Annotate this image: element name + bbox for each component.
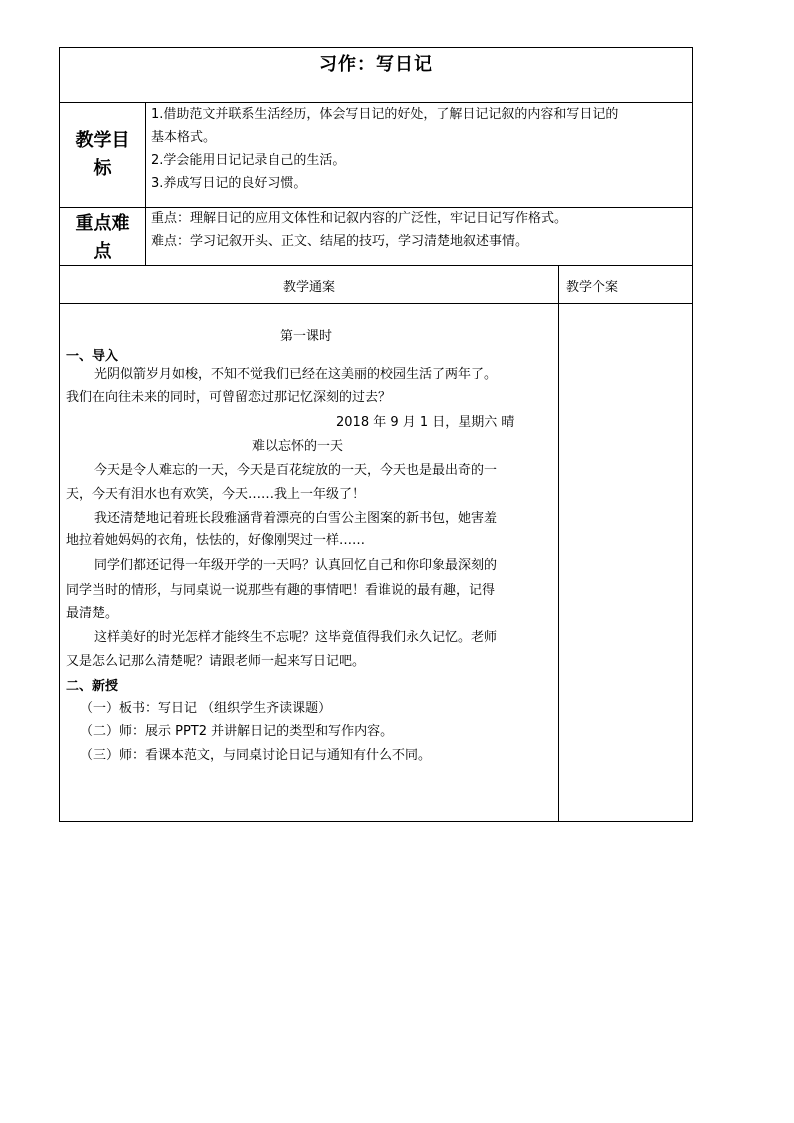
row-divider [59, 265, 693, 266]
column-divider [145, 102, 146, 266]
step-line: （三）师：看课本范文，与同桌讨论日记与通知有什么不同。 [80, 748, 432, 763]
paragraph-line: 地拉着她妈妈的衣角，怯怯的，好像刚哭过一样…… [66, 533, 366, 548]
paragraph-line: 我还清楚地记着班长段雅涵背着漂亮的白雪公主图案的新书包，她害羞 [94, 511, 498, 526]
keypoints-label: 重点难 点 [75, 213, 130, 262]
paragraph-line: 我们在向往未来的同时，可曾留恋过那记忆深刻的过去？ [66, 390, 392, 405]
objectives-label: 教学目 标 [75, 130, 130, 179]
section-heading: 二、新授 [66, 679, 119, 694]
column-divider [558, 265, 559, 822]
session-title: 第一课时 [280, 329, 333, 344]
paragraph-line: 又是怎么记那么清楚呢？请跟老师一起来写日记吧。 [66, 654, 366, 669]
paragraph-line: 天，今天有泪水也有欢笑，今天……我上一年级了！ [66, 487, 366, 502]
column-header-individual: 教学个案 [566, 280, 619, 295]
diary-title: 难以忘怀的一天 [252, 439, 344, 454]
objective-line: 3.养成写日记的良好习惯。 [151, 176, 307, 191]
row-divider [59, 303, 693, 304]
paragraph-line: 这样美好的时光怎样才能终生不忘呢？这毕竟值得我们永久记忆。老师 [94, 630, 498, 645]
column-header-common: 教学通案 [282, 280, 335, 295]
paragraph-line: 最清楚。 [66, 606, 119, 621]
keypoint-line: 难点：学习记叙开头、正文、结尾的技巧，学习清楚地叙述事情。 [151, 234, 529, 249]
objective-line: 基本格式。 [151, 130, 217, 145]
paragraph-line: 同学们都还记得一年级开学的一天吗？认真回忆自己和你印象最深刻的 [94, 558, 498, 573]
keypoint-line: 重点：理解日记的应用文体性和记叙内容的广泛性，牢记日记写作格式。 [151, 211, 568, 226]
paragraph-line: 今天是令人难忘的一天，今天是百花绽放的一天，今天也是最出奇的一 [94, 463, 498, 478]
step-line: （二）师：展示 PPT2 并讲解日记的类型和写作内容。 [80, 724, 394, 739]
objective-line: 1.借助范文并联系生活经历，体会写日记的好处，了解日记记叙的内容和写日记的 [151, 107, 619, 122]
keypoints-content [151, 207, 689, 253]
paragraph-line: 光阴似箭岁月如梭，不知不觉我们已经在这美丽的校园生活了两年了。 [94, 367, 498, 382]
section-heading: 一、导入 [66, 349, 119, 364]
paragraph-line: 同学当时的情形，与同桌说一说那些有趣的事情吧！看谁说的最有趣，记得 [66, 583, 496, 598]
objectives-content [151, 103, 689, 195]
page-title: 习作：写日记 [319, 54, 433, 75]
step-line: （一）板书：写日记 （组织学生齐读课题） [80, 701, 332, 716]
diary-date: 2018 年 9 月 1 日，星期六 晴 [336, 415, 515, 430]
objective-line: 2.学会能用日记记录自己的生活。 [151, 153, 346, 168]
